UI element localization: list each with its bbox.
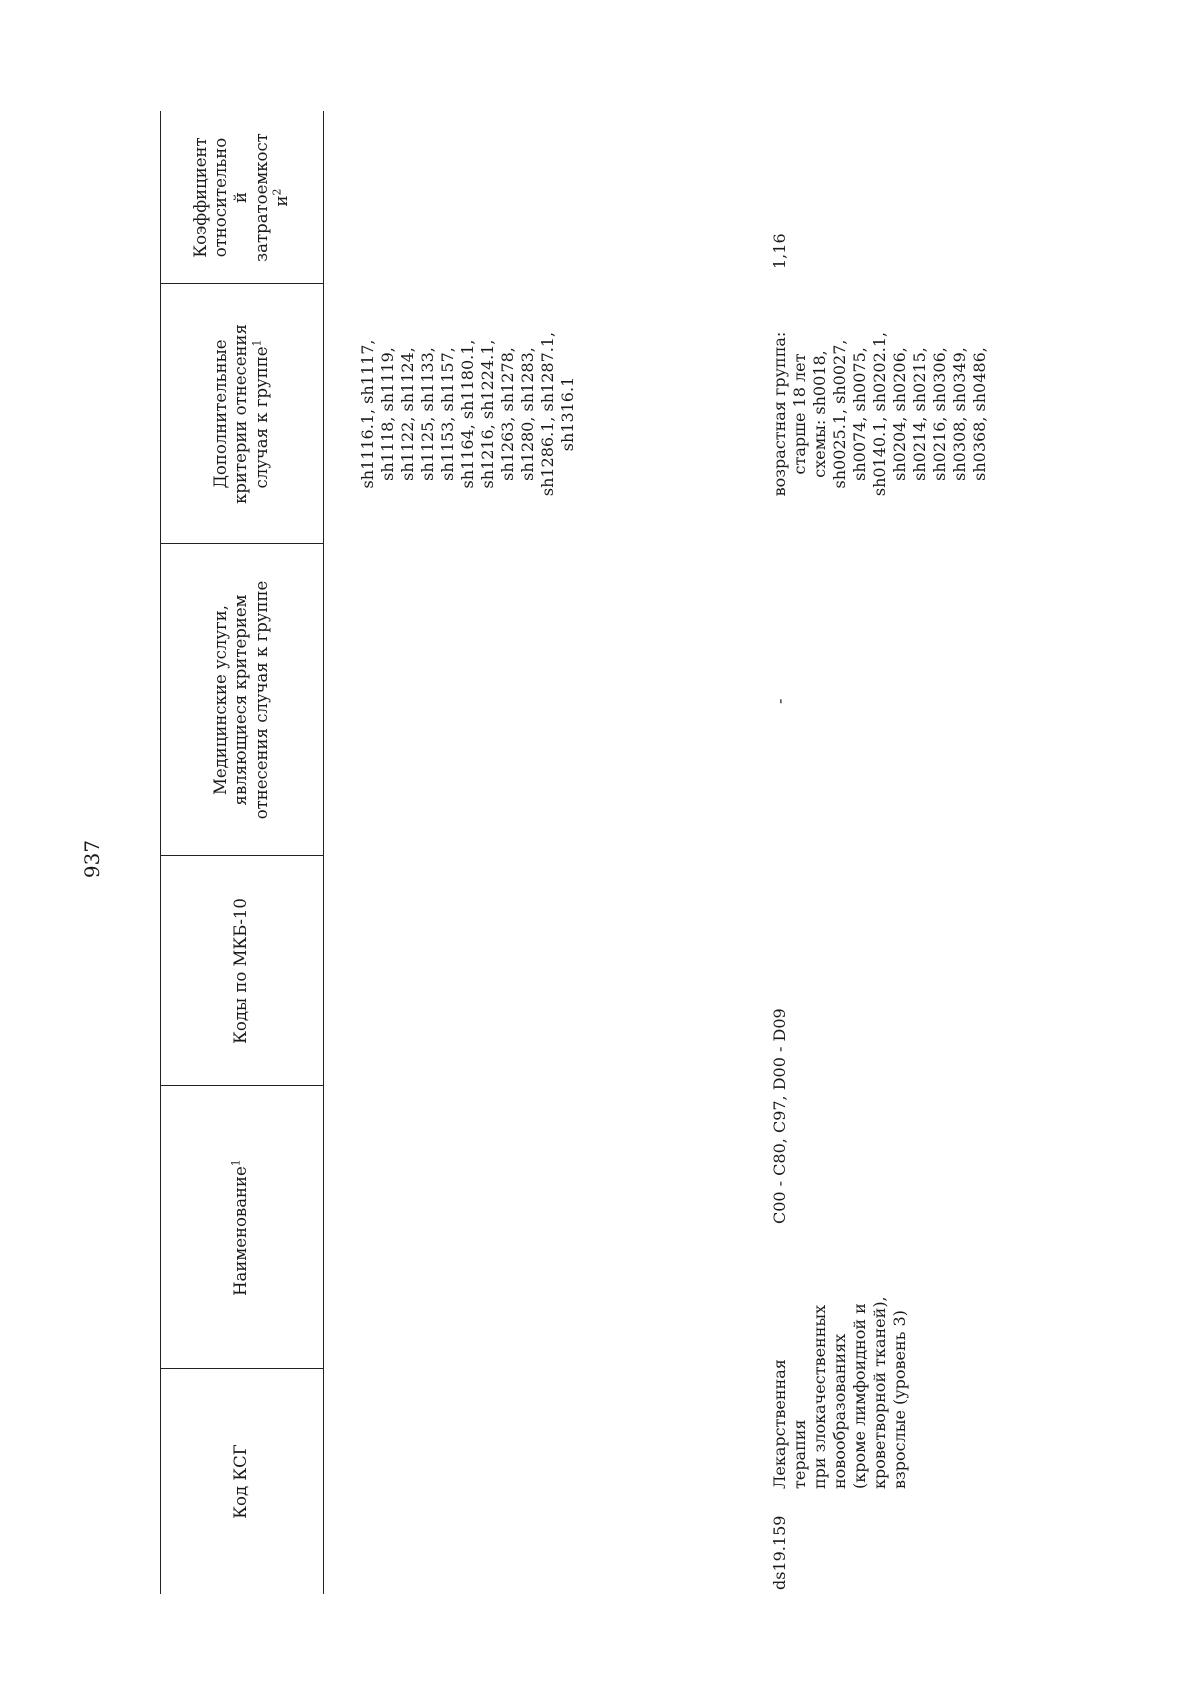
criteria-line: sh0025.1, sh0027, xyxy=(830,339,849,489)
header-icd: Коды по МКБ-10 xyxy=(231,898,251,1044)
criteria-line: старше 18 лет xyxy=(790,353,809,475)
continuation-criteria xyxy=(358,284,578,544)
header-name: Наименование$^1$ xyxy=(229,1159,251,1296)
header-extra-criteria: Дополнительные критерии отнесения случая к группе$^1$ xyxy=(211,324,271,504)
criteria-line: sh1316.1 xyxy=(558,376,577,452)
row-code: ds19.159 xyxy=(770,1515,789,1590)
row-icd-codes: C00 - C80, C97, D00 - D09 xyxy=(770,1008,789,1224)
criteria-line: sh1125, sh1133, xyxy=(418,347,437,481)
criteria-line: sh1216, sh1224.1, xyxy=(478,339,497,489)
name-line: взрослые (уровень 3) xyxy=(890,1310,909,1489)
header-bottom-border xyxy=(323,111,324,1594)
criteria-line: схемы: sh0018, xyxy=(810,350,829,478)
header-coefficient: Коэффициент относительно й затратоемкост $и^2$ xyxy=(191,133,291,262)
criteria-line: sh0204, sh0206, xyxy=(890,347,909,481)
criteria-line: sh0214, sh0215, xyxy=(910,347,929,481)
criteria-line: sh0216, sh0306, xyxy=(930,347,949,481)
row-name xyxy=(770,1296,910,1489)
name-line: кроветворной тканей), xyxy=(870,1296,889,1489)
criteria-line: sh1263, sh1278, xyxy=(498,347,517,481)
criteria-line: sh1153, sh1157, xyxy=(438,347,457,481)
criteria-line: sh1118, sh1119, xyxy=(378,347,397,481)
criteria-line: возрастная группа: xyxy=(770,331,789,497)
criteria-line: sh1164, sh1180.1, xyxy=(458,339,477,489)
name-line: Лекарственная xyxy=(770,1359,789,1489)
page-number: 937 xyxy=(80,839,104,879)
criteria-line: sh1122, sh1124, xyxy=(398,347,417,481)
criteria-line: sh0308, sh0349, xyxy=(950,347,969,481)
criteria-line: sh0074, sh0075, xyxy=(850,347,869,481)
header-services: Медицинские услуги, являющиеся критерием отнесения случая к группе xyxy=(211,580,271,820)
name-line: при злокачественных xyxy=(810,1304,829,1489)
row-services: - xyxy=(770,698,789,704)
header-code: Код КСГ xyxy=(231,1444,251,1519)
row-coefficient: 1,16 xyxy=(770,233,789,269)
criteria-line: sh1286.1, sh1287.1, xyxy=(538,331,557,497)
row-criteria xyxy=(770,284,990,544)
criteria-line: sh1280, sh1283, xyxy=(518,347,537,481)
criteria-line: sh1116.1, sh1117, xyxy=(358,339,377,489)
criteria-line: sh0140.1, sh0202.1, xyxy=(870,331,889,497)
name-line: (кроме лимфоидной и xyxy=(850,1303,869,1489)
name-line: новообразованиях xyxy=(830,1333,849,1489)
name-line: терапия xyxy=(790,1419,809,1489)
criteria-line: sh0368, sh0486, xyxy=(970,347,989,481)
